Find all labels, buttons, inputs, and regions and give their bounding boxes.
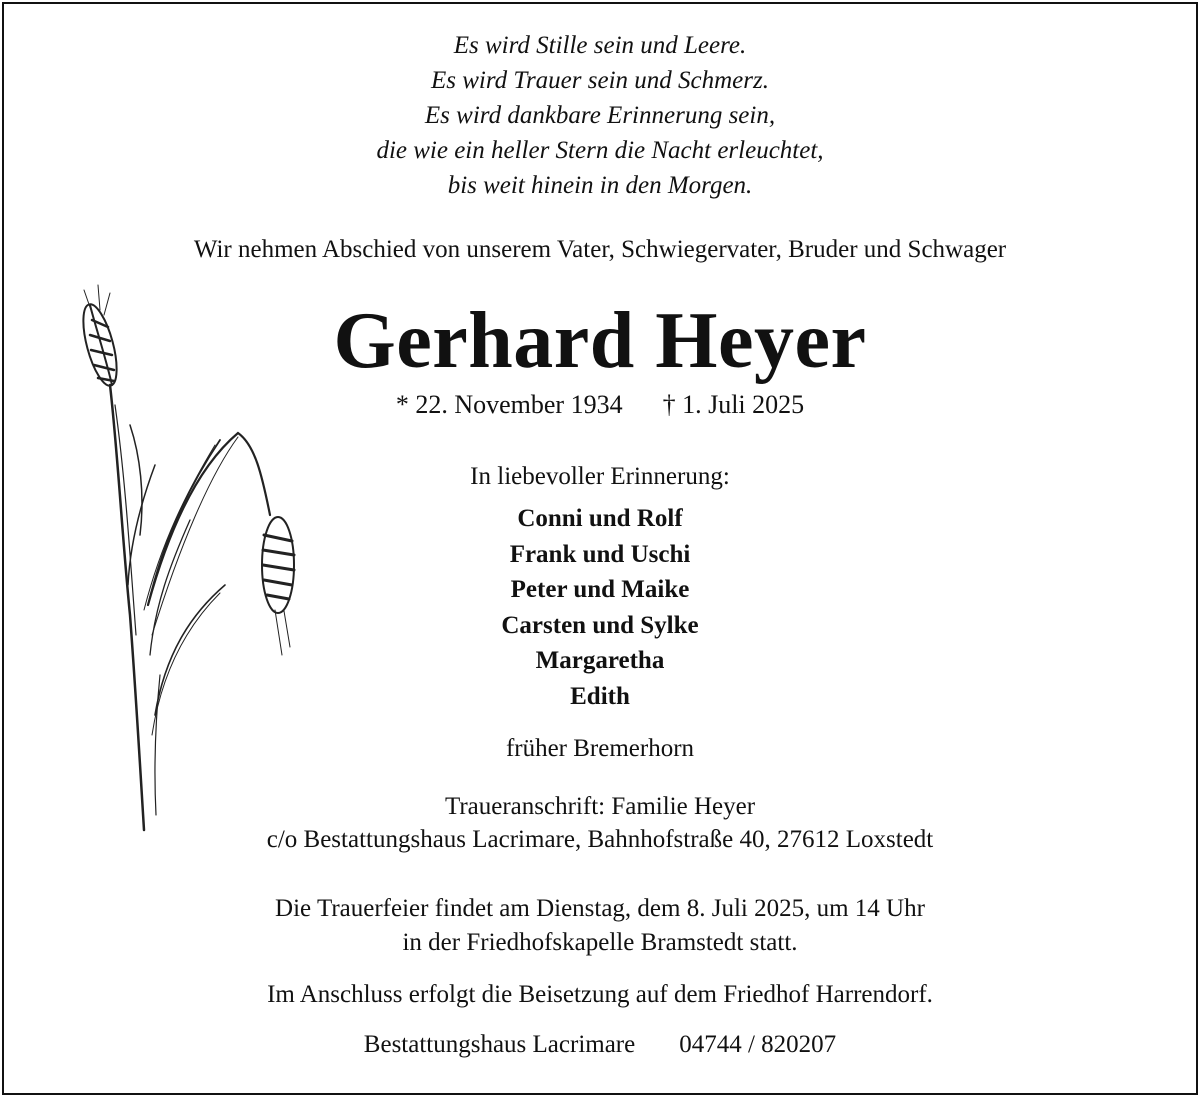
poem <box>0 28 1200 203</box>
deceased-name: Gerhard Heyer <box>333 297 867 385</box>
memory-heading: In liebevoller Erinnerung: <box>470 463 730 490</box>
family-list <box>0 501 1200 714</box>
poem-line: Es wird Trauer sein und Schmerz. <box>431 67 769 94</box>
former-residence: früher Bremerhorn <box>505 735 695 762</box>
poem-line: bis weit hinein in den Morgen. <box>447 172 753 199</box>
poem-line: die wie ein heller Stern die Nacht erleuchtet, <box>376 137 824 164</box>
family-member: Margaretha <box>535 647 665 674</box>
phone-number: 04744 / 820207 <box>679 1031 837 1058</box>
family-member: Frank und Uschi <box>509 540 691 568</box>
death-date: † 1. Juli 2025 <box>662 390 805 419</box>
family-member: Carsten und Sylke <box>501 611 699 639</box>
burial-info: Im Anschluss erfolgt die Beisetzung auf dem Friedhof Harrendorf. <box>267 981 933 1008</box>
service-line-2: in der Friedhofskapelle Bramstedt statt. <box>402 929 798 956</box>
life-dates <box>0 388 1200 422</box>
family-member: Peter und Maike <box>510 576 690 603</box>
farewell-intro: Wir nehmen Abschied von unserem Vater, Schwiegervater, Bruder und Schwager <box>193 236 1007 263</box>
funeral-service <box>0 892 1200 960</box>
birth-date: * 22. November 1934 <box>395 390 623 419</box>
address-line-2: c/o Bestattungshaus Lacrimare, Bahnhofstraße 40, 27612 Loxstedt <box>266 826 934 853</box>
family-member: Edith <box>570 682 630 710</box>
funeral-home-name: Bestattungshaus Lacrimare <box>363 1031 636 1058</box>
mourning-address <box>0 790 1200 856</box>
funeral-home-footer <box>0 1028 1200 1062</box>
family-member: Conni und Rolf <box>517 505 683 532</box>
poem-line: Es wird dankbare Erinnerung sein, <box>424 102 776 129</box>
address-line-1: Traueranschrift: Familie Heyer <box>444 793 756 820</box>
service-line-1: Die Trauerfeier findet am Dienstag, dem 8. Juli 2025, um 14 Uhr <box>275 895 925 922</box>
poem-line: Es wird Stille sein und Leere. <box>453 32 747 59</box>
